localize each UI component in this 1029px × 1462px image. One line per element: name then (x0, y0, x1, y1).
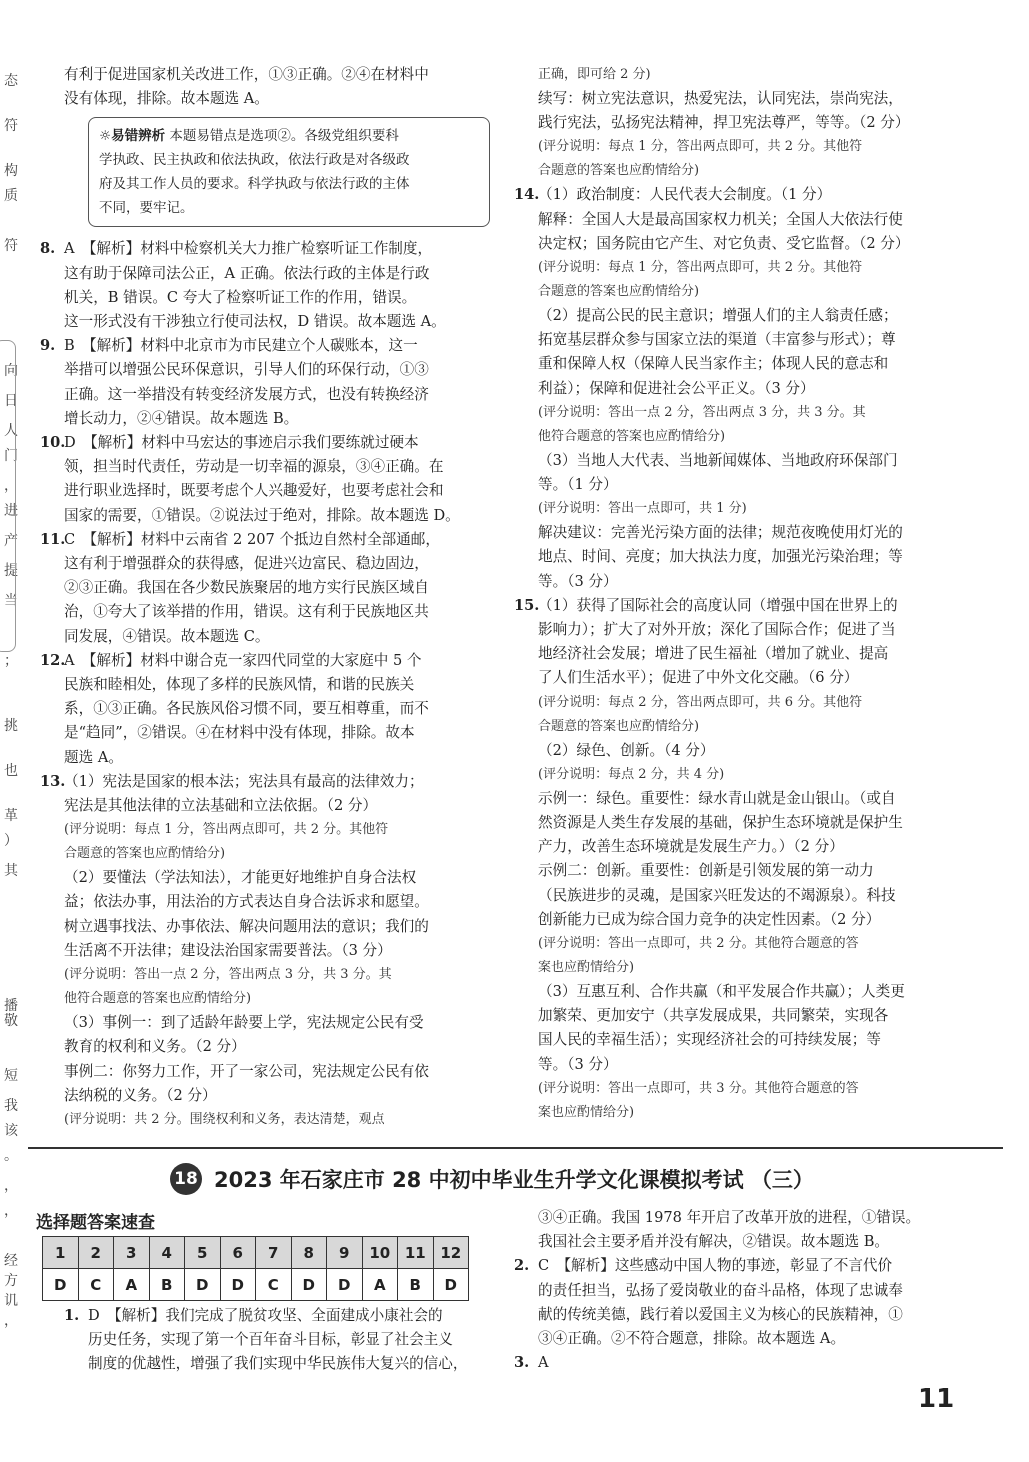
bottom-left-column (40, 1304, 488, 1377)
text-line: 领，担当时代责任，劳动是一切幸福的源泉，③④正确。在 (64, 458, 444, 476)
text-line: (评分说明：答出一点 2 分，答出两点 3 分，共 3 分。其 (538, 404, 866, 420)
margin-char: 讥 (4, 1293, 18, 1309)
text-line: 事例二：你努力工作，开了一家公司，宪法规定公民有依 (64, 1062, 429, 1080)
text-line: 重和保障人权（保障人民当家作主；体现人民的意志和 (538, 355, 889, 373)
text-line: 机关，B 错误。C 夸大了检察听证工作的作用，错误。 (64, 288, 417, 306)
question-item (40, 431, 488, 528)
bottom-right-column (514, 1206, 964, 1375)
answer-number-cell: 3 (114, 1237, 150, 1269)
text-line: (评分说明：每点 1 分，答出两点即可，共 2 分。其他符 (538, 260, 863, 276)
text-line: 了人们生活水平）；促进了中外文化交融。（6 分） (538, 669, 859, 687)
margin-char: 构 (4, 163, 18, 179)
text-line: 地点、时间、亮度；加大执法力度，加强光污染治理；等 (538, 548, 903, 566)
margin-char: ； (4, 653, 18, 669)
margin-char: ， (4, 478, 18, 494)
text-line: (评分说明：答出一点即可，共 3 分。其他符合题意的答 (538, 1080, 859, 1096)
margin-char: 日 (4, 393, 18, 409)
hint-line: 不同，要牢记。 (99, 200, 194, 217)
section-title-text: 2023 年石家庄市 28 中初中毕业生升学文化课模拟考试 （三） (214, 1168, 814, 1192)
text-line: ②③正确。我国在各少数民族聚居的地方实行民族区域自 (64, 579, 429, 597)
margin-char: 态 (4, 73, 18, 89)
text-line: 树立遇事找法、办事依法、解决问题用法的意识；我们的 (64, 917, 429, 935)
text-line: A (538, 1354, 549, 1372)
text-line: (评分说明：答出一点即可，共 2 分。其他符合题意的答 (538, 936, 859, 952)
question-item (514, 183, 964, 593)
q13-continuation (514, 63, 964, 183)
text-line: 案也应酌情给分) (538, 1104, 635, 1120)
text-line: 这有利于增强群众的获得感，促进兴边富民、稳边固边， (64, 555, 429, 573)
section-title (170, 1163, 870, 1195)
intro-line: 没有体现，排除。故本题选 A。 (64, 90, 269, 108)
text-line: 等。（3 分） (538, 1055, 618, 1073)
margin-char: ， (4, 1203, 18, 1219)
margin-char: 敬 (4, 1013, 18, 1029)
text-line: 民族和睦相处，体现了多样的民族风情，和谐的民族关 (64, 676, 415, 694)
text-line: 加繁荣、更加安宁（共享发展成果，共同繁荣，实现各 (538, 1007, 889, 1025)
answer-table (42, 1236, 469, 1301)
text-line: 践行宪法，弘扬宪法精神，捍卫宪法尊严，等等。（2 分） (538, 114, 910, 132)
question-number: 12. (40, 651, 66, 669)
margin-char: 也 (4, 763, 18, 779)
item-first-line (64, 1304, 488, 1328)
question-item (40, 334, 488, 431)
text-line: B 【解析】材料中北京市为市民建立个人碳账本，这一 (64, 337, 418, 355)
answer-number-cell: 9 (327, 1237, 363, 1269)
section-number: 18 (170, 1163, 202, 1195)
hint-line: 府及其工作人员的要求。科学执政与依法行政的主体 (99, 176, 410, 193)
text-line: 影响力）；扩大了对外开放；深化了国际合作；促进了当 (538, 621, 896, 639)
answer-number-cell: 8 (291, 1237, 327, 1269)
text-line: 是“趋同”，②错误。④在材料中没有体现，排除。故本 (64, 724, 415, 742)
left-column (40, 63, 488, 1132)
text-line: 治，①夸大了该举措的作用，错误。这有利于民族地区共 (64, 603, 429, 621)
lightbulb-icon: ☼ (99, 128, 112, 145)
text-line: 的责任担当，弘扬了爱岗敬业的奋斗品格，体现了忠诚奉 (538, 1281, 903, 1299)
text-line: 合题意的答案也应酌情给分) (538, 163, 700, 179)
question-item (514, 594, 964, 1125)
text-line: 益；依法办事，用法治的方式表达自身合法诉求和愿望。 (64, 893, 429, 911)
margin-char: 短 (4, 1068, 18, 1084)
text-line: (评分说明：每点 1 分，答出两点即可，共 2 分。其他符 (64, 822, 389, 838)
text-line: 系，①③正确。各民族风俗习惯不同，要互相尊重，而不 (64, 700, 429, 718)
text-line: 解释：全国人大是最高国家权力机关；全国人大依法行使 (538, 210, 903, 228)
text-line: 示例一：绿色。重要性：绿水青山就是金山银山。（或自 (538, 789, 896, 807)
answer-cell: B (398, 1269, 434, 1301)
text-line: 法纳税的义务。（2 分） (64, 1086, 217, 1104)
text-line: 创新能力已成为综合国力竞争的决定性因素。（2 分） (538, 910, 881, 928)
text-line: (评分说明：每点 2 分，答出两点即可，共 6 分。其他符 (538, 694, 863, 710)
text-line: A 【解析】材料中检察机关大力推广检察听证工作制度， (64, 240, 433, 258)
answer-number-cell: 7 (256, 1237, 292, 1269)
text-line: （3）事例一：到了适龄年龄要上学，宪法规定公民有受 (64, 1014, 424, 1032)
text-line: 拓宽基层群众参与国家立法的渠道（丰富参与形式）；尊 (538, 331, 896, 349)
right-column (514, 63, 964, 1125)
margin-char: 该 (4, 1123, 18, 1139)
text-line: ③④正确。我国 1978 年开启了改革开放的进程，①错误。 (538, 1209, 921, 1226)
text-line: (评分说明：每点 1 分，答出两点即可，共 2 分。其他符 (538, 139, 863, 155)
question-number: 11. (40, 530, 66, 548)
text-line: C 【解析】材料中云南省 2 207 个抵边自然村全部通邮， (64, 530, 440, 548)
answer-cell: C (256, 1269, 292, 1301)
text-line: 国人民的幸福生活）；实现经济社会的可持续发展；等 (538, 1031, 881, 1049)
text-line: （2）绿色、创新。（4 分） (538, 741, 715, 759)
margin-char: 向 (4, 363, 18, 379)
margin-char: 提 (4, 563, 18, 579)
text-line: （1）宪法是国家的根本法；宪法具有最高的法律效力； (64, 772, 424, 790)
question-item (40, 237, 488, 334)
question-item (40, 770, 488, 1132)
intro-line: 有利于促进国家机关改进工作，①③正确。②④在材料中 (64, 66, 429, 83)
question-item (40, 528, 488, 649)
text-line: ③④正确。②不符合题意，排除。故本题选 A。 (538, 1330, 846, 1348)
margin-char: 符 (4, 238, 18, 254)
text-line: 教育的权利和义务。（2 分） (64, 1038, 246, 1056)
text-line: 合题意的答案也应酌情给分) (64, 846, 226, 862)
text-line: 增长动力，②④错误。故本题选 B。 (64, 409, 299, 427)
margin-char: 革 (4, 808, 18, 824)
question-number: 10. (40, 434, 66, 452)
answer-number-cell: 5 (185, 1237, 221, 1269)
section-separator (28, 1147, 1003, 1149)
answer-cell: D (433, 1269, 469, 1301)
question-item (64, 1304, 488, 1377)
margin-char: 质 (4, 188, 18, 204)
text-line: 地经济社会发展；增进了民生福祉（增加了就业、提高 (538, 645, 889, 663)
answer-number-cell: 2 (78, 1237, 114, 1269)
margin-char: 我 (4, 1098, 18, 1114)
text-line: (评分说明：每点 2 分，共 4 分) (538, 766, 725, 782)
text-line: 我国社会主要矛盾并没有解决，②错误。故本题选 B。 (538, 1233, 890, 1251)
text-line: 利益）；保障和促进社会公平正义。（3 分） (538, 379, 815, 397)
item-first-line (40, 649, 488, 673)
question-number: 3. (514, 1354, 530, 1372)
text-line: 正确，即可给 2 分) (538, 67, 651, 82)
text-line: （3）当地人大代表、当地新闻媒体、当地政府环保部门 (538, 451, 898, 469)
text-line: 宪法是其他法律的立法基础和立法依据。（2 分） (64, 797, 378, 815)
answer-cell: D (220, 1269, 256, 1301)
question-number: 9. (40, 337, 56, 355)
text-line: 正确。这一举措没有转变经济发展方式，也没有转换经济 (64, 385, 429, 403)
margin-char: 方 (4, 1273, 18, 1289)
text-line: 制度的优越性，增强了我们实现中华民族伟大复兴的信心， (88, 1355, 468, 1373)
text-line: （1）获得了国际社会的高度认同（增强中国在世界上的 (538, 596, 898, 614)
text-line: 进行职业选择时，既要考虑个人兴趣爱好，也要考虑社会和 (64, 482, 444, 500)
text-line: 示例二：创新。重要性：创新是引领发展的第一动力 (538, 862, 874, 880)
item-first-line (40, 770, 488, 794)
question-number: 14. (514, 186, 540, 204)
text-line: 这一形式没有干涉独立行使司法权，D 错误。故本题选 A。 (64, 313, 446, 331)
margin-char: 门 (4, 448, 18, 464)
margin-char: ， (4, 1178, 18, 1194)
margin-char: 人 (4, 423, 18, 439)
text-line: 产力，改善生态环境就是发展生产力。）（2 分） (538, 838, 844, 856)
text-line: 他符合题意的答案也应酌情给分) (64, 991, 252, 1007)
text-line: 举措可以增强公民环保意识，引导人们的环保行动，①③ (64, 361, 429, 379)
text-line: 献的传统美德，践行着以爱国主义为核心的民族精神，① (538, 1305, 903, 1323)
question-number: 1. (64, 1307, 80, 1324)
item-first-line (40, 334, 488, 358)
answer-cell: B (149, 1269, 185, 1301)
text-line: (评分说明：共 2 分。围绕权利和义务，表达清楚，观点 (64, 1111, 385, 1127)
text-line: （民族进步的灵魂，是国家兴旺发达的不竭源泉）。科技 (538, 886, 896, 904)
hint-line: 学执政、民主执政和依法执政，依法行政是对各级政 (99, 152, 410, 169)
question-number: 15. (514, 596, 540, 614)
page-number: 11 (918, 1384, 955, 1414)
item-first-line (40, 431, 488, 455)
answer-cell: D (291, 1269, 327, 1301)
text-line: 合题意的答案也应酌情给分) (538, 718, 700, 734)
question-number: 2. (514, 1257, 530, 1275)
margin-box (0, 340, 16, 652)
answer-cell: C (78, 1269, 114, 1301)
margin-char: 当 (4, 593, 18, 609)
question-item (514, 1254, 964, 1351)
margin-char: 经 (4, 1253, 18, 1269)
text-line: （1）政治制度：人民代表大会制度。（1 分） (538, 186, 832, 204)
answer-cell: D (327, 1269, 363, 1301)
answer-cell: A (362, 1269, 398, 1301)
text-line: D 【解析】我们完成了脱贫攻坚、全面建成小康社会的 (88, 1307, 443, 1324)
answer-number-cell: 10 (362, 1237, 398, 1269)
text-line: （2）提高公民的民主意识；增强人们的主人翁责任感； (538, 307, 898, 325)
question-item (514, 1351, 964, 1375)
item-first-line (40, 237, 488, 261)
text-line: 决定权；国务院由它产生、对它负责、受它监督。（2 分） (538, 234, 910, 252)
text-line: 历史任务，实现了第一个百年奋斗目标，彰显了社会主义 (88, 1331, 453, 1349)
hint-box (88, 117, 490, 227)
text-line: 等。（1 分） (538, 476, 618, 494)
item-first-line (514, 183, 964, 207)
margin-char: 符 (4, 118, 18, 134)
text-line: 解决建议：完善光污染方面的法律；规范夜晚使用灯光的 (538, 524, 903, 542)
item-first-line (40, 528, 488, 552)
text-line: C 【解析】这些感动中国人物的事迹，彰显了不言代价 (538, 1257, 893, 1275)
text-line: A 【解析】材料中谢合克一家四代同堂的大家庭中 5 个 (64, 651, 422, 669)
answer-cell: D (185, 1269, 221, 1301)
answer-number-cell: 11 (398, 1237, 434, 1269)
answer-cell: D (43, 1269, 79, 1301)
question-number: 8. (40, 240, 56, 258)
answer-number-cell: 12 (433, 1237, 469, 1269)
question-number: 13. (40, 772, 66, 790)
text-line: 等。（3 分） (538, 572, 618, 590)
hint-line: 本题易错点是选项②。各级党组织要科 (169, 128, 399, 145)
text-line: 案也应酌情给分) (538, 960, 635, 976)
text-line: （3）互惠互利、合作共赢（和平发展合作共赢）；人类更 (538, 983, 905, 1001)
text-line: D 【解析】材料中马宏达的事迹启示我们要练就过硬本 (64, 434, 419, 452)
left-margin-cut-text (0, 60, 22, 1380)
margin-char: 产 (4, 533, 18, 549)
text-line: (评分说明：答出一点即可，共 1 分) (538, 501, 747, 517)
margin-char: ） (4, 833, 18, 849)
answer-number-cell: 6 (220, 1237, 256, 1269)
item-first-line (514, 594, 964, 618)
answer-table-title: 选择题答案速查 (36, 1213, 155, 1233)
text-line: 续写：树立宪法意识，热爱宪法，认同宪法，崇尚宪法， (538, 90, 903, 107)
text-line: 国家的需要，①错误。②说法过于绝对，排除。故本题选 D。 (64, 506, 460, 524)
margin-char: ， (4, 1313, 18, 1329)
text-line: (评分说明：答出一点 2 分，答出两点 3 分，共 3 分。其 (64, 967, 392, 983)
question-item (40, 649, 488, 770)
answer-cell: A (114, 1269, 150, 1301)
margin-char: 进 (4, 503, 18, 519)
margin-char: 其 (4, 863, 18, 879)
margin-char: 。 (4, 1148, 18, 1164)
hint-label: 易错辨析 (111, 128, 166, 145)
text-line: （2）要懂法（学法知法），才能更好地维护自身合法权 (64, 869, 417, 887)
margin-char: 挑 (4, 718, 18, 734)
text-line: 同发展，④错误。故本题选 C。 (64, 627, 270, 645)
answer-number-cell: 1 (43, 1237, 79, 1269)
margin-char: 播 (4, 998, 18, 1014)
text-line: 他符合题意的答案也应酌情给分) (538, 428, 726, 444)
left-items (40, 237, 488, 1132)
item-first-line (514, 1254, 964, 1278)
right-items (514, 183, 964, 1124)
text-line: 题选 A。 (64, 748, 123, 766)
text-line: 生活离不开法律；建设法治国家需要普法。（3 分） (64, 941, 392, 959)
text-line: 合题意的答案也应酌情给分) (538, 284, 700, 300)
answer-number-cell: 4 (149, 1237, 185, 1269)
text-line: 然资源是人类生存发展的基础，保护生态环境就是保护生 (538, 814, 903, 832)
item-first-line (514, 1351, 964, 1375)
text-line: 这有助于保障司法公正，A 正确。依法行政的主体是行政 (64, 264, 430, 282)
